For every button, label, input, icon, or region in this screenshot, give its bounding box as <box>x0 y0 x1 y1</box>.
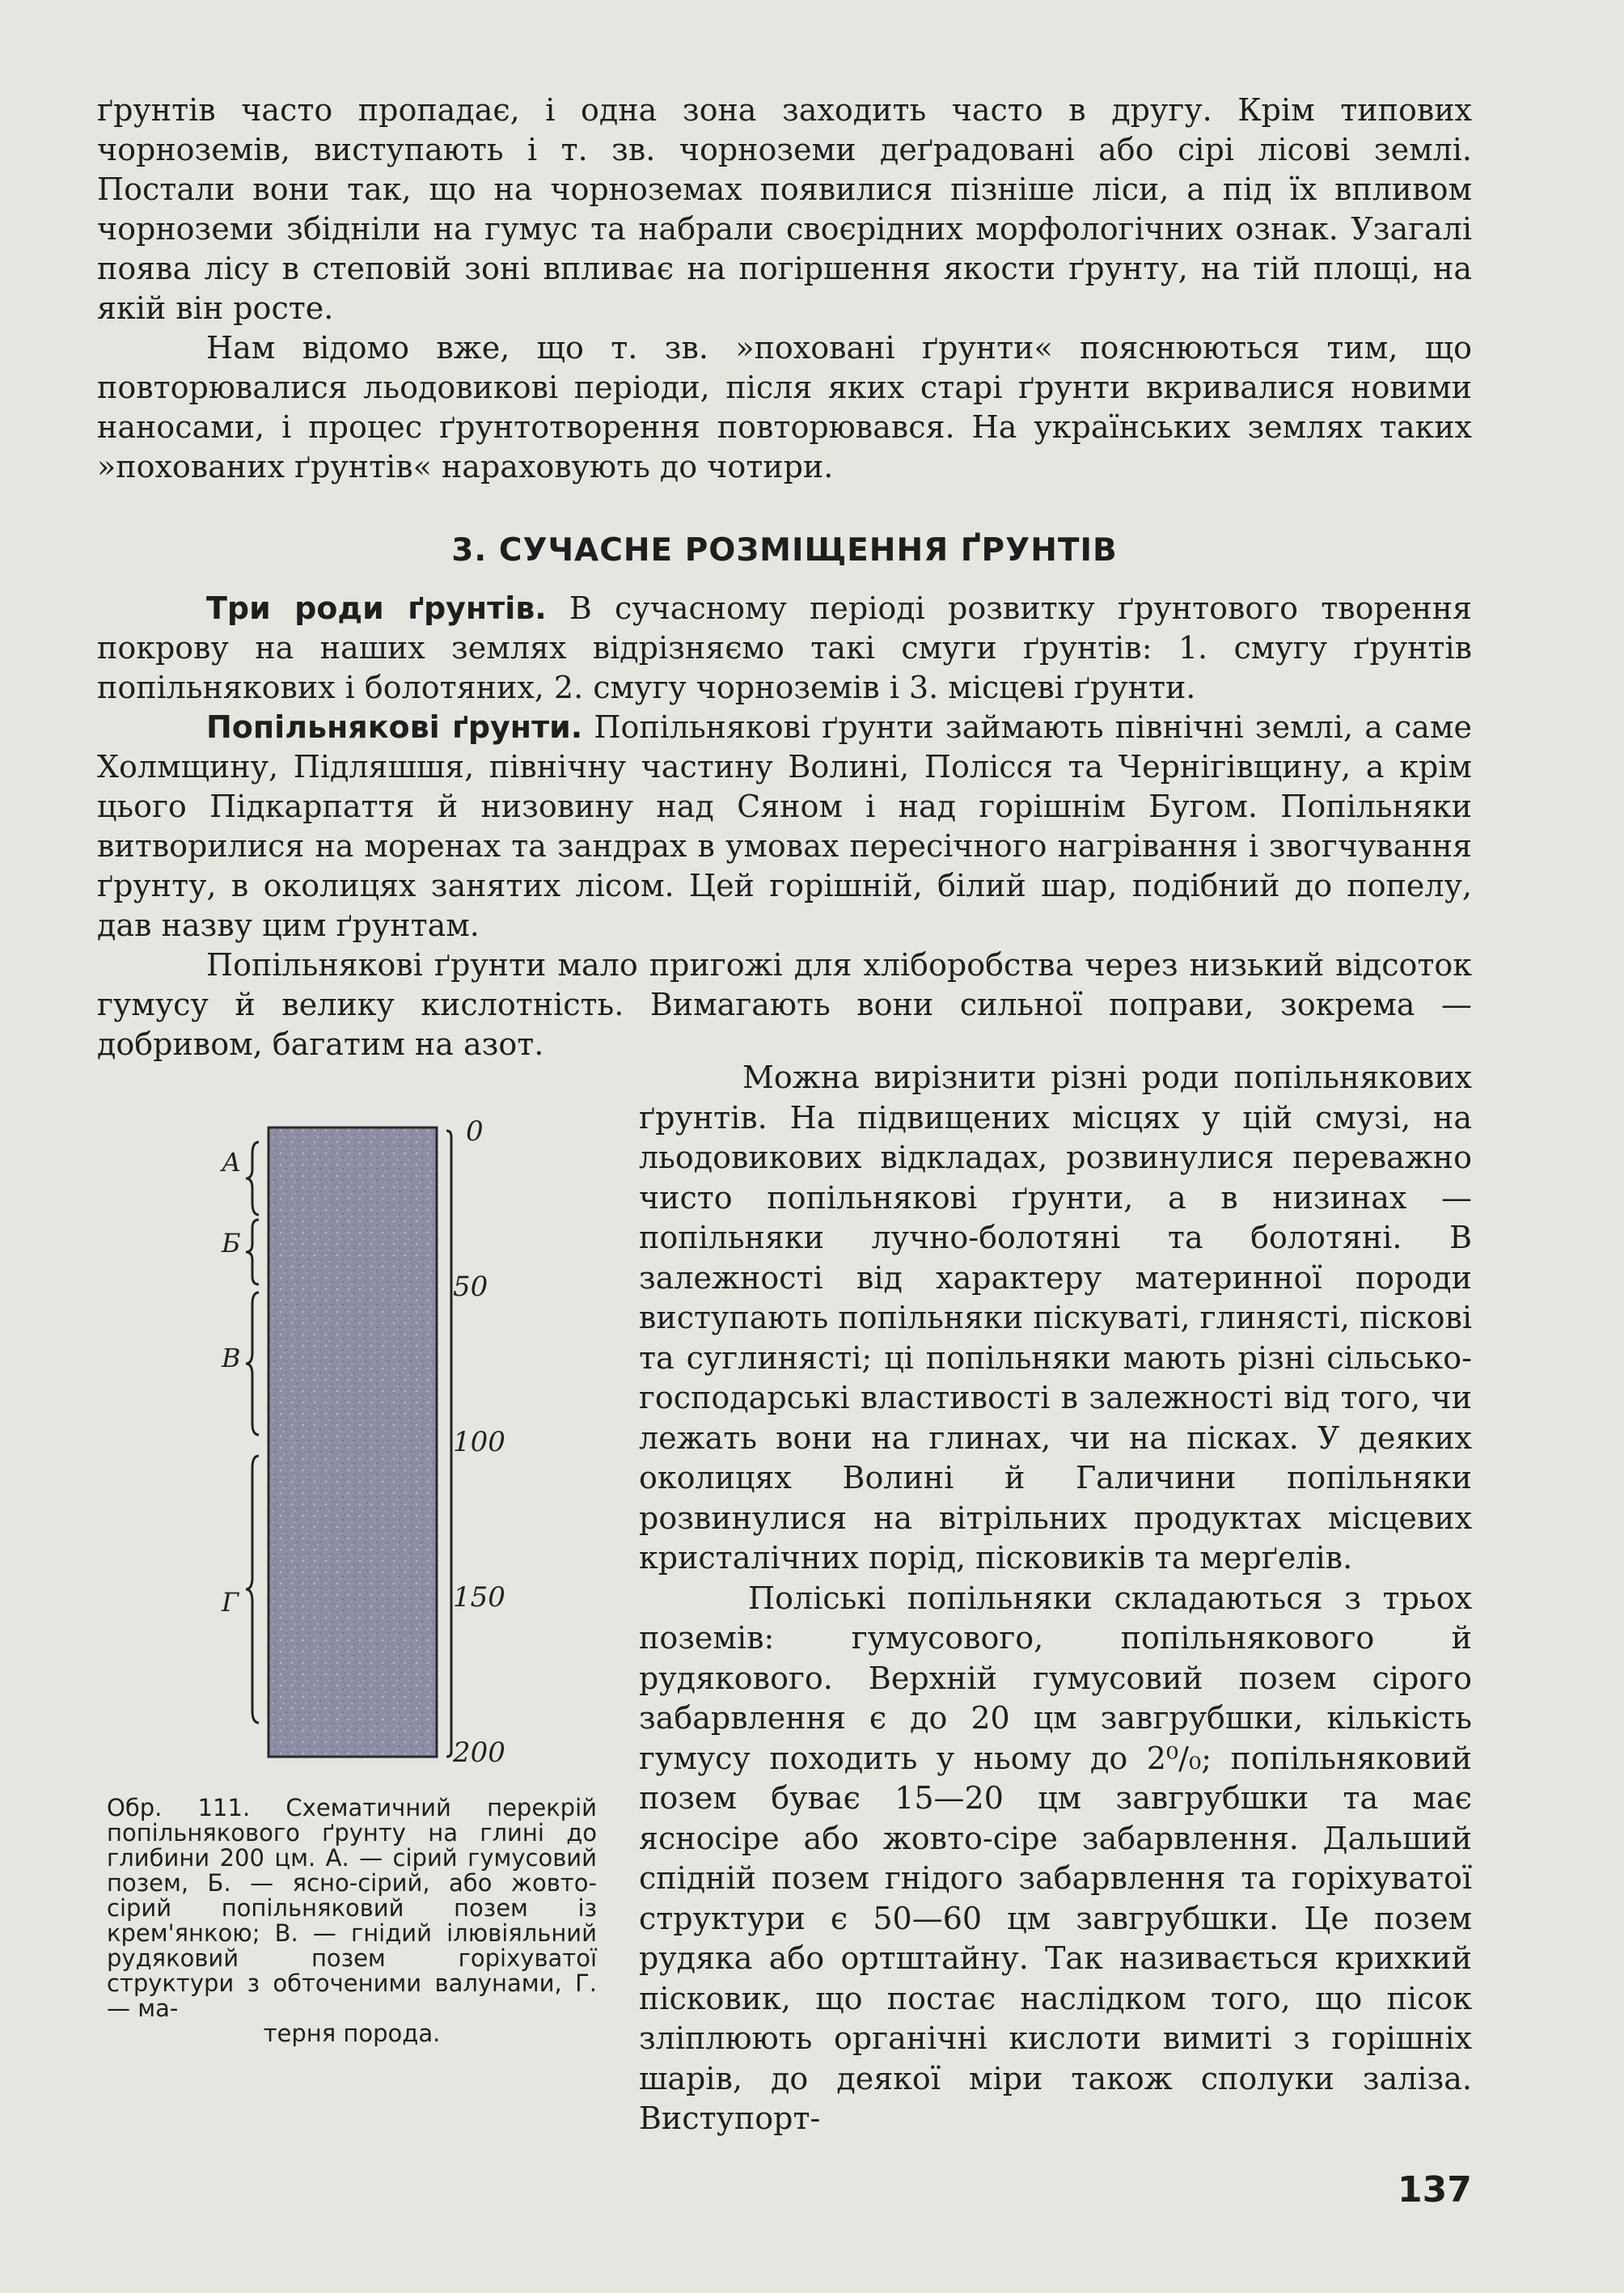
depth-scale-bar <box>446 1131 451 1757</box>
depth-label: 150 <box>453 1581 505 1614</box>
section-body <box>97 589 1472 1064</box>
depth-label: 100 <box>453 1426 505 1458</box>
paragraph-podzol-types: Можна вирізнити різні роди попільнякових ґрунтів. На підвищених місцях у цій смузі, на льодовикових відкладах, розвинулися переважно чисто попільнякові ґрунти, а в низинах — попільняки лучно-болотяні та болотяні. В залежності від характеру материнної породи виступають попільняки піскуваті, глинясті, піскові та суглинясті; ці попільняки мають різні сільсько-господарські властивості в залежності від того, чи лежать вони на глинах, чи на пісках. У деяких околицях Волині й Галичини попільняки розвинулися на вітрільних продуктах місцевих кристалічних порід, пісковиків та мерґелів. <box>639 1060 1472 1576</box>
section-heading: 3. СУЧАСНЕ РОЗМІЩЕННЯ ҐРУНТІВ <box>451 532 1118 569</box>
right-column-text <box>639 1058 1472 2139</box>
caption-body: Обр. 111. Схематичний перекрій попільнякового ґрунту на глині до глибини 200 цм. А. — сірий гумусовий позем, Б. — ясно-сірий, або жовто-сірий попільняковий позем із крем'янкою; В. — гнідий ілювіяльний рудяковий позем горіхуватої структури з обточеними валунами, Г. — ма- <box>107 1794 597 2022</box>
figure-caption <box>107 1796 597 2046</box>
soil-profile-drawing <box>210 1116 518 1763</box>
paragraph-three-kinds <box>97 589 1472 708</box>
paragraph-fertility: Попільнякові ґрунти мало пригожі для хліборобства через низький відсоток гумусу й велику кислотність. Вимагають вони сильної поправи, зокрема — добривом, багатим на азот. <box>97 947 1472 1062</box>
text-three-kinds: В сучасному періоді розвитку ґрунтового творення покрову на наших землях відрізняємо такі смуги ґрунтів: 1. смугу ґрунтів попільнякових і болотяних, 2. смугу чорноземів і 3. місцеві ґрунти. <box>97 590 1472 705</box>
depth-label: 0 <box>466 1116 484 1148</box>
runin-podzols: Попільнякові ґрунти. <box>206 709 583 745</box>
text-podzols: Попільнякові ґрунти займають північні землі, а саме Холмщину, Підляшшя, північну частину Волині, Полісся та Чернігівщину, а крім цього Підкарпаття й низовину над Сяном і над горішнім Бугом. Попільняки витворилися на моренах та зандрах в умовах пересічного нагрівання і звогчування ґрунту, в околицях занятих лісом. Цей горішній, білий шар, подібний до попелу, дав назву цим ґрунтам. <box>97 709 1472 943</box>
horizon-label: Б <box>222 1228 241 1259</box>
horizon-label: А <box>222 1147 242 1178</box>
horizon-label: Г <box>222 1587 239 1618</box>
paragraph-buried-soils: Нам відомо вже, що т. зв. »поховані ґрунти« пояснюються тим, що повторювалися льодовикові періоди, після яких старі ґрунти вкривалися новими наносами, і процес ґрунтотворення повторювався. На українських землях таких »похованих ґрунтів« нараховують до чотири. <box>97 330 1472 484</box>
paragraph-podzols <box>97 708 1472 946</box>
paragraph-chernozem: ґрунтів часто пропадає, і одна зона заходить часто в другу. Крім типових чорноземів, виступають і т. зв. чорноземи деґрадовані або сірі лісові землі. Постали вони так, що на чорноземах появилися пізніше ліси, а під їх впливом чорноземи збідніли на гумус та набрали своєрідних морфологічних ознак. Узагалі поява лісу в степовій зоні впливає на погіршення якости ґрунту, на тій площі, на якій він росте. <box>97 92 1472 326</box>
intro-text <box>97 91 1472 487</box>
soil-profile-figure <box>210 1116 518 1763</box>
runin-three-kinds: Три роди ґрунтів. <box>206 590 547 626</box>
horizon-brace-v <box>246 1292 259 1435</box>
caption-last-line: терня порода. <box>263 2020 441 2047</box>
page-number: 137 <box>1398 2169 1472 2211</box>
paragraph-polissia-podzols: Поліські попільняки складаються з трьох поземів: гумусового, попільнякового й рудякового. Верхній гумусовий позем сірого забарвлення є до 20 цм завгрубшки, кількість гумусу походить у ньому до 2⁰/₀; попільняковий позем буває 15—20 цм завгрубшки та має ясносіре або жовто-сіре забарвлення. Дальший спідній позем гнідого забарвлення та горіхуватої структури є 50—60 цм завгрубшки. Це позем рудяка або ортштайну. Так називається крихкий пісковик, що постає наслідком того, що пісок зліплюють органічні кислоти вимиті з горішніх шарів, до деякої міри також сполуки заліза. Виступорт- <box>639 1580 1472 2136</box>
depth-label: 200 <box>453 1737 505 1763</box>
horizon-brace-g <box>246 1456 259 1723</box>
depth-label: 50 <box>453 1271 488 1303</box>
soil-column <box>269 1127 437 1757</box>
horizon-brace-a <box>246 1142 259 1215</box>
horizon-brace-b <box>246 1220 259 1284</box>
horizon-label: В <box>222 1343 241 1373</box>
